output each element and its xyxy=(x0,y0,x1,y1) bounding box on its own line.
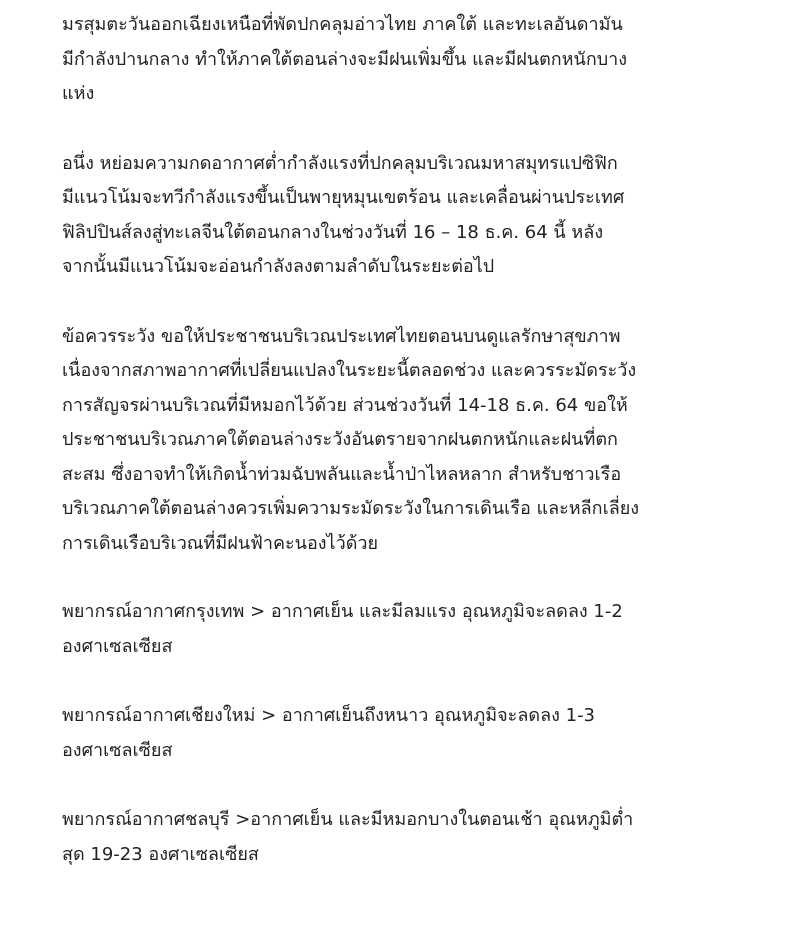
text-line: การสัญจรผ่านบริเวณที่มีหมอกไว้ด้วย ส่วนช่วงวันที่ 14-18 ธ.ค. 64 ขอให้ xyxy=(62,394,628,416)
text-line: การเดินเรือบริเวณที่มีฝนฟ้าคะนองไว้ด้วย xyxy=(62,532,379,554)
text-line: พยากรณ์อากาศชลบุรี >อากาศเย็น และมีหมอกบางในตอนเช้า อุณหภูมิต่ำ xyxy=(62,809,634,830)
text-line: องศาเซลเซียส xyxy=(62,739,173,761)
text-line: จากนั้นมีแนวโน้มจะอ่อนกำลังลงตามลำดับในระยะต่อไป xyxy=(62,256,495,277)
paragraph-forecast-bangkok xyxy=(62,595,752,664)
paragraph-forecast-chiangmai xyxy=(62,699,752,768)
text-line: องศาเซลเซียส xyxy=(62,635,173,657)
paragraph-low-pressure xyxy=(62,147,752,285)
text-line: สุด 19-23 องศาเซลเซียส xyxy=(62,843,259,865)
text-line: บริเวณภาคใต้ตอนล่างควรเพิ่มความระมัดระวังในการเดินเรือ และหลีกเลี่ยง xyxy=(62,498,640,519)
text-line: มรสุมตะวันออกเฉียงเหนือที่พัดปกคลุมอ่าวไทย ภาคใต้ และทะเลอันดามัน xyxy=(62,14,623,35)
article-body xyxy=(62,8,752,872)
text-line: อนึ่ง หย่อมความกดอากาศต่ำกำลังแรงที่ปกคลุมบริเวณมหาสมุทรแปซิฟิก xyxy=(62,152,618,174)
text-line: ฟิลิปปินส์ลงสู่ทะเลจีนใต้ตอนกลางในช่วงวันที่ 16 – 18 ธ.ค. 64 นี้ หลัง xyxy=(62,221,604,243)
text-line: ข้อควรระวัง ขอให้ประชาชนบริเวณประเทศไทยตอนบนดูแลรักษาสุขภาพ xyxy=(62,325,621,347)
text-line: มีกำลังปานกลาง ทำให้ภาคใต้ตอนล่างจะมีฝนเพิ่มขึ้น และมีฝนตกหนักบาง xyxy=(62,48,628,70)
text-line: แห่ง xyxy=(62,83,95,104)
text-line: สะสม ซึ่งอาจทำให้เกิดน้ำท่วมฉับพลันและน้ำป่าไหลหลาก สำหรับชาวเรือ xyxy=(62,463,622,485)
text-line: เนื่องจากสภาพอากาศที่เปลี่ยนแปลงในระยะนี้ตลอดช่วง และควรระมัดระวัง xyxy=(62,360,637,381)
text-line: ประชาชนบริเวณภาคใต้ตอนล่างระวังอันตรายจากฝนตกหนักและฝนที่ตก xyxy=(62,429,618,450)
text-line: พยากรณ์อากาศกรุงเทพ > อากาศเย็น และมีลมแรง อุณหภูมิจะลดลง 1-2 xyxy=(62,601,623,622)
text-line: มีแนวโน้มจะทวีกำลังแรงขึ้นเป็นพายุหมุนเขตร้อน และเคลื่อนผ่านประเทศ xyxy=(62,187,625,208)
paragraph-forecast-chonburi xyxy=(62,803,752,872)
paragraph-warnings xyxy=(62,320,752,562)
text-line: พยากรณ์อากาศเชียงใหม่ > อากาศเย็นถึงหนาว อุณหภูมิจะลดลง 1-3 xyxy=(62,705,596,726)
paragraph-monsoon xyxy=(62,8,752,112)
